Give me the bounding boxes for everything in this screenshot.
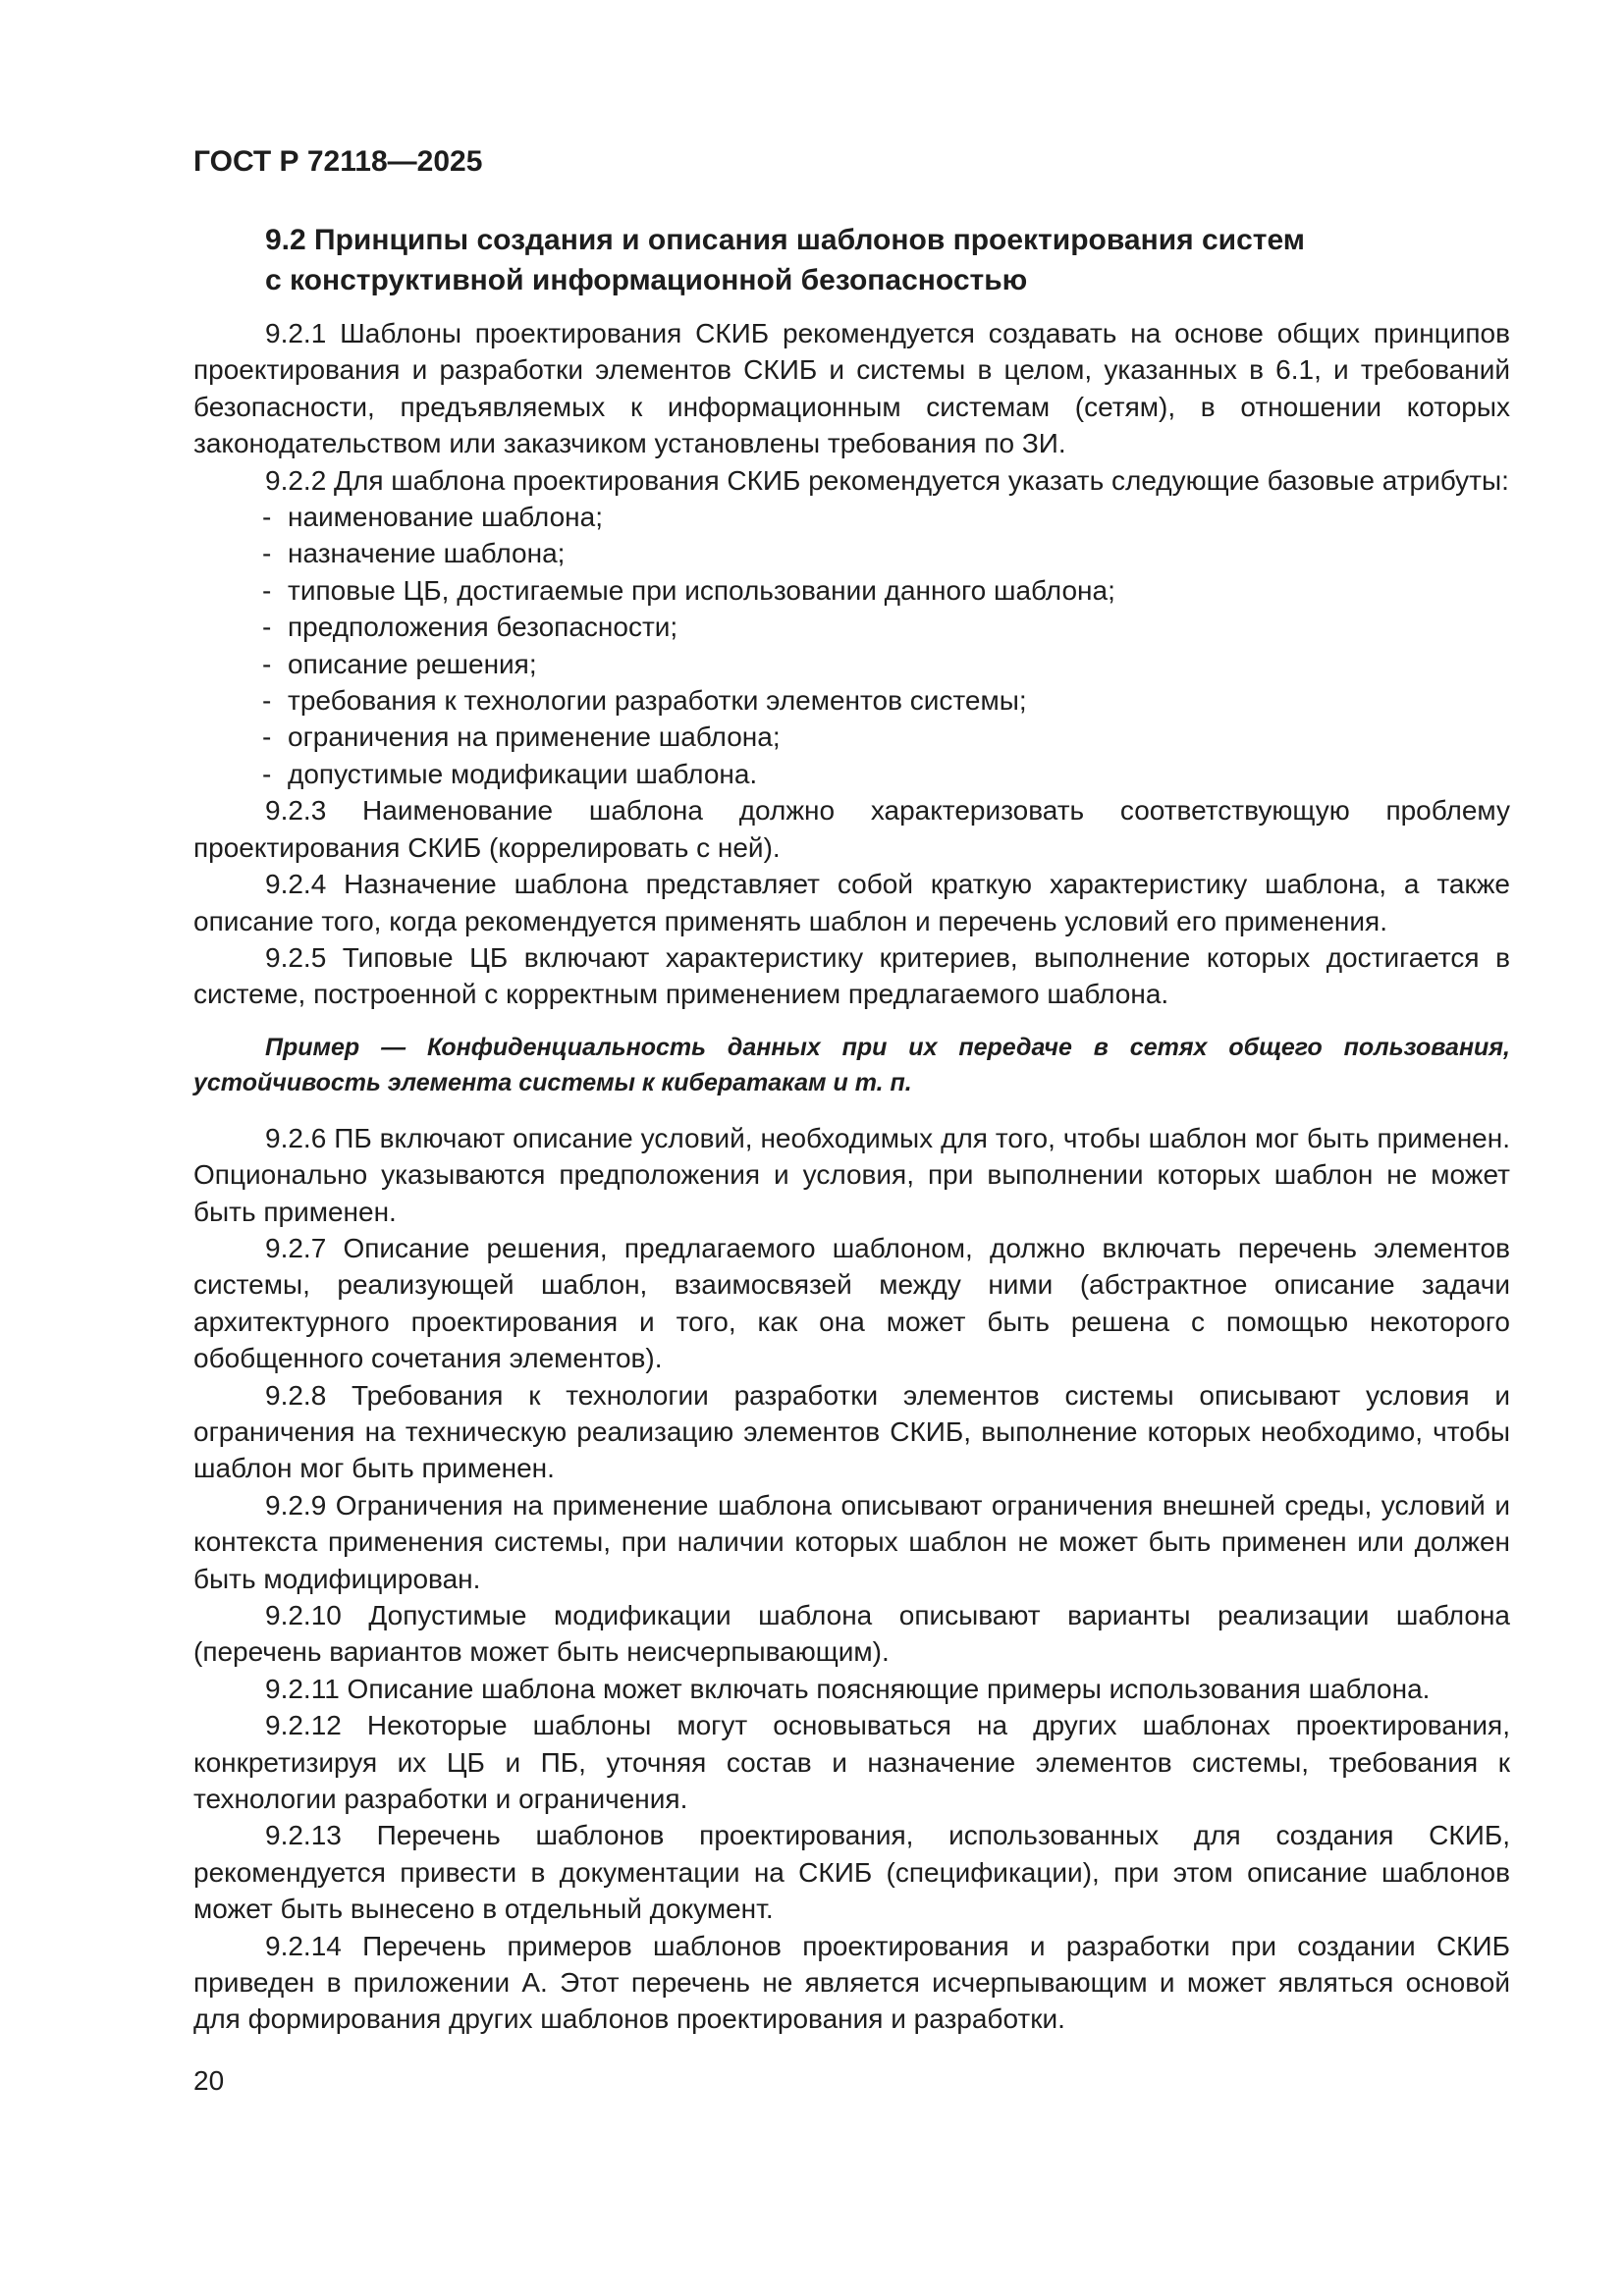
list-dash: - [262,538,272,569]
page-number: 20 [193,2065,225,2096]
paragraph-9-2-4: 9.2.4 Назначение шаблона представляет собой краткую характеристику шаблона, а также описание того, когда рекомендуется применять шаблон и перечень условий его применения. [193,869,1510,936]
section-heading-line1: 9.2 Принципы создания и описания шаблонов проектирования систем [265,224,1305,256]
list-item [193,719,1510,755]
list-dash: - [262,574,272,606]
paragraph-9-2-12: 9.2.12 Некоторые шаблоны могут основываться на других шаблонах проектирования, конкретизируя их ЦБ и ПБ, уточняя состав и назначение элементов системы, требования к технологии разработки и ограничения. [193,1710,1510,1815]
list-dash: - [262,758,272,789]
section-heading [193,220,1510,300]
section-heading-line2: с конструктивной информационной безопасностью [265,264,1028,296]
running-header: ГОСТ Р 72118—2025 [193,145,483,178]
list-item-text: типовые ЦБ, достигаемые при использовании данного шаблона; [288,574,1115,606]
attribute-list [193,499,1510,792]
paragraph-9-2-2: 9.2.2 Для шаблона проектирования СКИБ рекомендуется указать следующие базовые атрибуты: [265,464,1509,496]
list-dash: - [262,685,272,717]
list-item [193,646,1510,682]
list-item-text: назначение шаблона; [288,538,566,569]
paragraph-9-2-6: 9.2.6 ПБ включают описание условий, необходимых для того, чтобы шаблон мог быть применен. Опционально указываются предположения и условия, при выполнении которых шаблон не может быть применен. [193,1122,1510,1227]
list-item [193,535,1510,571]
paragraph-9-2-13: 9.2.13 Перечень шаблонов проектирования, использованных для создания СКИБ, рекомендуется привести в документации на СКИБ (спецификации), при этом описание шаблонов может быть вынесено в отдельный документ. [193,1820,1510,1925]
paragraph-9-2-3: 9.2.3 Наименование шаблона должно характеризовать соответствующую проблему проектирования СКИБ (коррелировать с ней). [193,795,1510,863]
list-item-text: наименование шаблона; [288,502,603,533]
list-dash: - [262,612,272,643]
list-dash: - [262,502,272,533]
list-item-text: предположения безопасности; [288,612,678,643]
list-item-text: описание решения; [288,648,537,679]
paragraph-9-2-11: 9.2.11 Описание шаблона может включать поясняющие примеры использования шаблона. [265,1673,1431,1704]
list-item [193,682,1510,719]
list-item [193,756,1510,792]
list-dash: - [262,648,272,679]
paragraph-9-2-14: 9.2.14 Перечень примеров шаблонов проектирования и разработки при создании СКИБ приведен в приложении А. Этот перечень не является исчерпывающим и может являться основой для формирования других шаблонов проектирования и разработки. [193,1930,1510,2035]
list-dash: - [262,721,272,753]
paragraph-9-2-5: 9.2.5 Типовые ЦБ включают характеристику критериев, выполнение которых достигается в системе, построенной с корректным применением предлагаемого шаблона. [193,941,1510,1010]
page-content [193,220,1510,2038]
paragraph-9-2-10: 9.2.10 Допустимые модификации шаблона описывают варианты реализации шаблона (перечень вариантов может быть неисчерпывающим). [193,1600,1510,1668]
paragraph-9-2-8: 9.2.8 Требования к технологии разработки элементов системы описывают условия и ограничения на техническую реализацию элементов СКИБ, выполнение которых необходимо, чтобы шаблон мог быть применен. [193,1379,1510,1484]
paragraph-9-2-9: 9.2.9 Ограничения на применение шаблона описывают ограничения внешней среды, условий и контекста применения системы, при наличии которых шаблон не может быть применен или должен быть модифицирован. [193,1489,1510,1594]
paragraph-9-2-1: 9.2.1 Шаблоны проектирования СКИБ рекомендуется создавать на основе общих принципов проектирования и разработки элементов СКИБ и системы в целом, указанных в 6.1, и требований безопасности, предъявляемых к информационным системам (сетям), в отношении которых законодательством или заказчиком установлены требования по ЗИ. [193,318,1510,459]
list-item-text: требования к технологии разработки элементов системы; [288,685,1027,717]
list-item-text: допустимые модификации шаблона. [288,758,758,789]
list-item [193,499,1510,535]
list-item [193,609,1510,645]
list-item [193,572,1510,609]
example-paragraph: Пример — Конфиденциальность данных при их передаче в сетях общего пользования, устойчивость элемента системы к кибератакам и т. п. [193,1033,1510,1096]
list-item-text: ограничения на применение шаблона; [288,721,781,753]
paragraph-9-2-7: 9.2.7 Описание решения, предлагаемого шаблоном, должно включать перечень элементов системы, реализующей шаблон, взаимосвязей между ними (абстрактное описание задачи архитектурного проектирования и того, как она может быть решена с помощью некоторого обобщенного сочетания элементов). [193,1232,1510,1374]
